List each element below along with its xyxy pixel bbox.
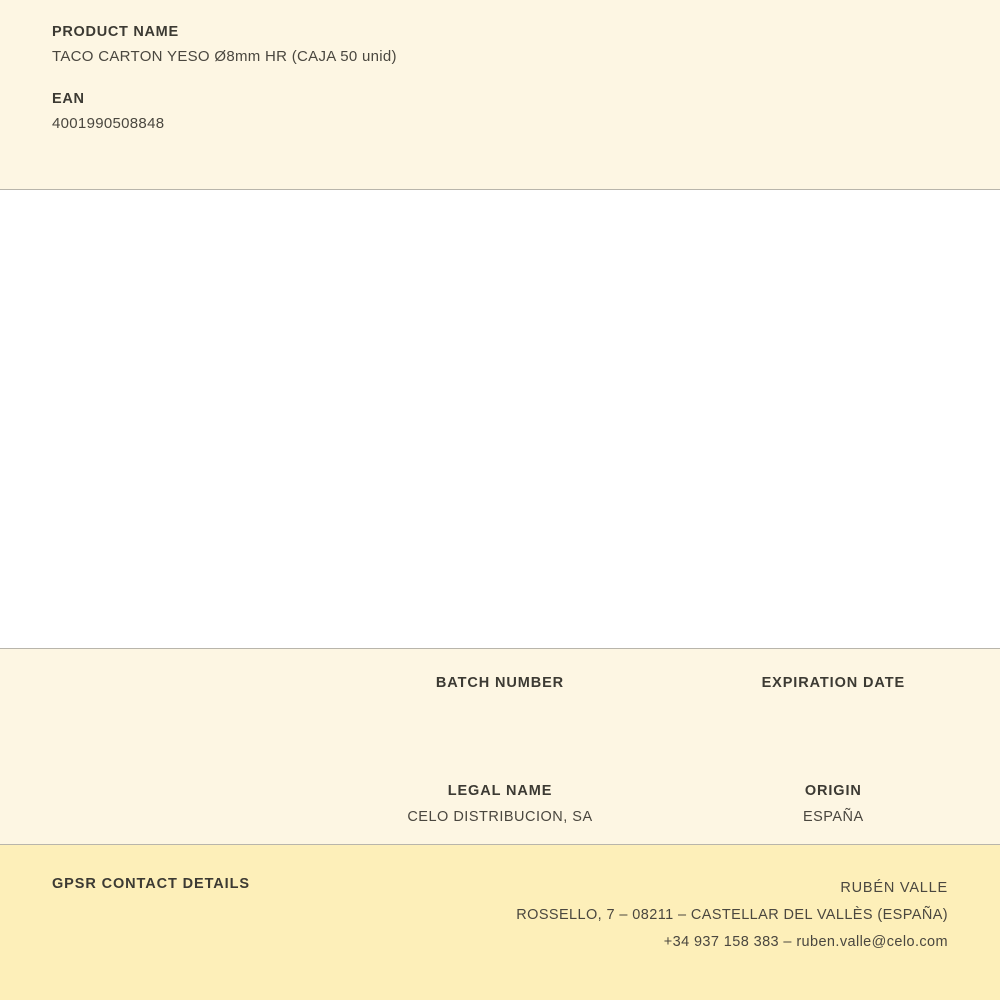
gpsr-footer-section [0,845,1000,1000]
blank-image-area [0,190,1000,649]
origin-label: ORIGIN [804,783,862,799]
origin-value: ESPAÑA [802,809,864,825]
origin-cell [667,783,1000,827]
gpsr-contact-label: GPSR CONTACT DETAILS [52,876,250,892]
legal-name-cell [333,783,666,827]
details-section [0,649,1000,845]
gpsr-contact-details [516,875,948,955]
batch-number-cell [333,675,666,719]
batch-number-label: BATCH NUMBER [435,675,565,691]
product-name-label: PRODUCT NAME [52,24,179,40]
legal-name-label: LEGAL NAME [447,783,553,799]
detail-spacer-left [0,675,333,719]
legal-name-value: CELO DISTRIBUCION, SA [407,809,593,825]
expiration-date-cell [667,675,1000,719]
expiration-date-label: EXPIRATION DATE [761,675,906,691]
gpsr-contact-name: RUBÉN VALLE [840,880,948,896]
product-name-value: TACO CARTON YESO Ø8mm HR (CAJA 50 unid) [52,48,397,65]
legal-origin-row [0,783,1000,827]
product-name-block [52,24,1000,65]
ean-block [52,91,1000,132]
expiration-date-value [667,701,1000,719]
ean-value: 4001990508848 [52,115,165,132]
detail-spacer-left-2 [0,783,333,827]
detail-row-gap [0,719,1000,783]
batch-expiration-row [0,675,1000,719]
ean-label: EAN [52,91,85,107]
product-info-section [0,0,1000,190]
gpsr-contact-address: ROSSELLO, 7 – 08211 – CASTELLAR DEL VALLÈS (ESPAÑA) [516,906,948,923]
gpsr-contact-phone-email: +34 937 158 383 – ruben.valle@celo.com [663,933,948,950]
batch-number-value [333,701,666,719]
